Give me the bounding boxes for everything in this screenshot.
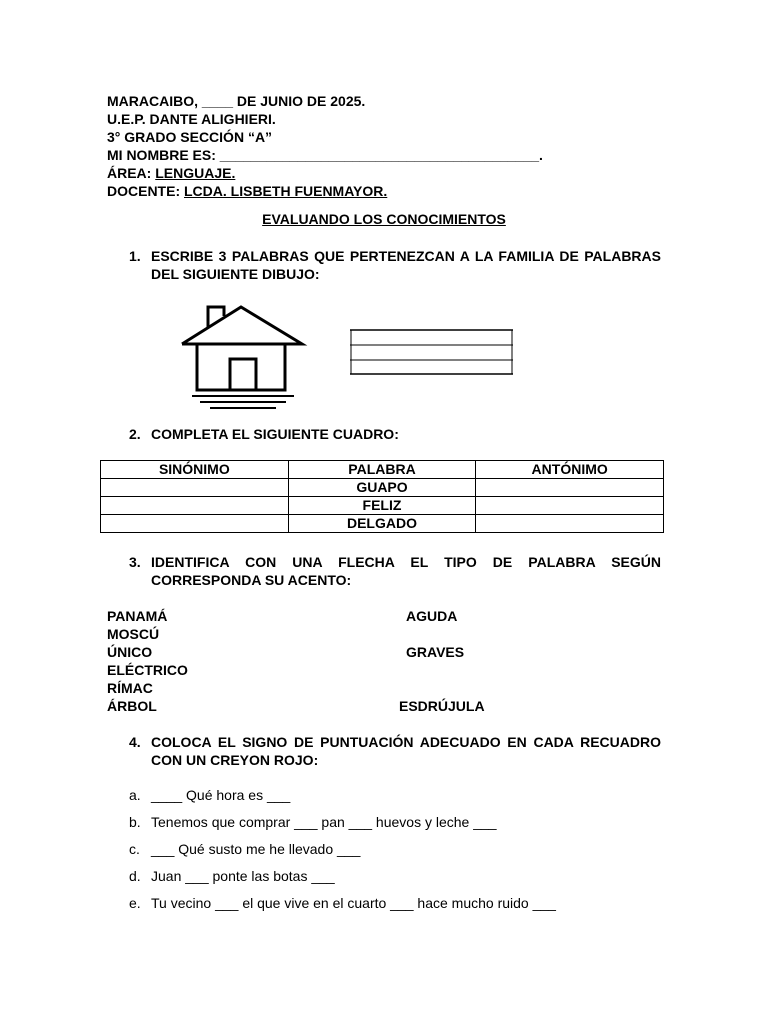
table-header-cell: SINÓNIMO xyxy=(101,461,289,479)
accent-word: ELÉCTRICO xyxy=(107,662,188,678)
accent-word: ÚNICO xyxy=(107,644,153,660)
teacher-label: DOCENTE: xyxy=(107,183,184,199)
question-2-text: COMPLETA EL SIGUIENTE CUADRO: xyxy=(151,426,399,442)
item-text: Tu vecino ___ el que vive en el cuarto ___ hace mucho ruido ___ xyxy=(151,895,556,911)
answer-lines[interactable] xyxy=(350,329,513,375)
area-label: ÁREA: xyxy=(107,165,156,181)
question-3 xyxy=(129,553,661,589)
word-cell: FELIZ xyxy=(288,497,476,515)
accent-type: GRAVES xyxy=(406,644,465,660)
list-item xyxy=(129,813,497,831)
item-letter: d. xyxy=(129,868,141,884)
accent-word: PANAMÁ xyxy=(107,608,168,624)
item-text: Juan ___ ponte las botas ___ xyxy=(151,868,335,884)
table-row xyxy=(101,497,664,515)
item-letter: e. xyxy=(129,895,141,911)
question-4 xyxy=(129,733,661,769)
question-1 xyxy=(129,247,661,283)
word-cell: GUAPO xyxy=(288,479,476,497)
grade-line: 3° GRADO SECCIÓN “A” xyxy=(107,129,273,145)
item-text: ____ Qué hora es ___ xyxy=(151,787,291,803)
house-icon xyxy=(178,302,308,412)
list-item xyxy=(129,894,556,912)
word-cell: DELGADO xyxy=(288,515,476,533)
accent-type: AGUDA xyxy=(406,608,458,624)
name-line: MI NOMBRE ES: _________________________________________. xyxy=(107,147,543,163)
question-2-number: 2. xyxy=(129,426,141,442)
item-text: Tenemos que comprar ___ pan ___ huevos y leche ___ xyxy=(151,814,497,830)
antonym-cell[interactable] xyxy=(476,479,664,497)
school-line: U.E.P. DANTE ALIGHIERI. xyxy=(107,111,276,127)
list-item xyxy=(129,786,290,804)
item-letter: c. xyxy=(129,841,140,857)
synonym-cell[interactable] xyxy=(101,497,289,515)
table-row xyxy=(101,479,664,497)
accent-word: MOSCÚ xyxy=(107,626,160,642)
antonym-cell[interactable] xyxy=(476,515,664,533)
page-title: EVALUANDO LOS CONOCIMIENTOS xyxy=(262,211,506,227)
item-text: ___ Qué susto me he llevado ___ xyxy=(151,841,361,857)
area-value: LENGUAJE. xyxy=(155,165,236,181)
question-1-text: ESCRIBE 3 PALABRAS QUE PERTENEZCAN A LA FAMILIA DE PALABRAS DEL SIGUIENTE DIBUJO: xyxy=(151,248,661,282)
item-letter: a. xyxy=(129,787,141,803)
question-4-number: 4. xyxy=(129,734,141,750)
accent-word: ÁRBOL xyxy=(107,698,157,714)
list-item xyxy=(129,840,360,858)
table-row xyxy=(101,515,664,533)
question-2 xyxy=(129,425,661,443)
table-header-row xyxy=(101,461,664,479)
question-1-number: 1. xyxy=(129,248,141,264)
accent-word: RÍMAC xyxy=(107,680,153,696)
table-header-cell: PALABRA xyxy=(288,461,476,479)
antonym-cell[interactable] xyxy=(476,497,664,515)
synonym-cell[interactable] xyxy=(101,479,289,497)
question-4-text: COLOCA EL SIGNO DE PUNTUACIÓN ADECUADO EN CADA RECUADRO CON UN CREYON ROJO: xyxy=(151,734,661,768)
item-letter: b. xyxy=(129,814,141,830)
teacher-value: LCDA. LISBETH FUENMAYOR. xyxy=(184,183,388,199)
date-line: MARACAIBO, ____ DE JUNIO DE 2025. xyxy=(107,93,366,109)
question-3-number: 3. xyxy=(129,554,141,570)
synonym-cell[interactable] xyxy=(101,515,289,533)
question-3-text: IDENTIFICA CON UNA FLECHA EL TIPO DE PALABRA SEGÚN CORRESPONDA SU ACENTO: xyxy=(151,554,661,588)
synonym-antonym-table xyxy=(100,460,664,533)
area-line xyxy=(107,164,235,182)
teacher-line xyxy=(107,182,387,200)
accent-type: ESDRÚJULA xyxy=(399,698,485,714)
table-header-cell: ANTÓNIMO xyxy=(476,461,664,479)
list-item xyxy=(129,867,335,885)
